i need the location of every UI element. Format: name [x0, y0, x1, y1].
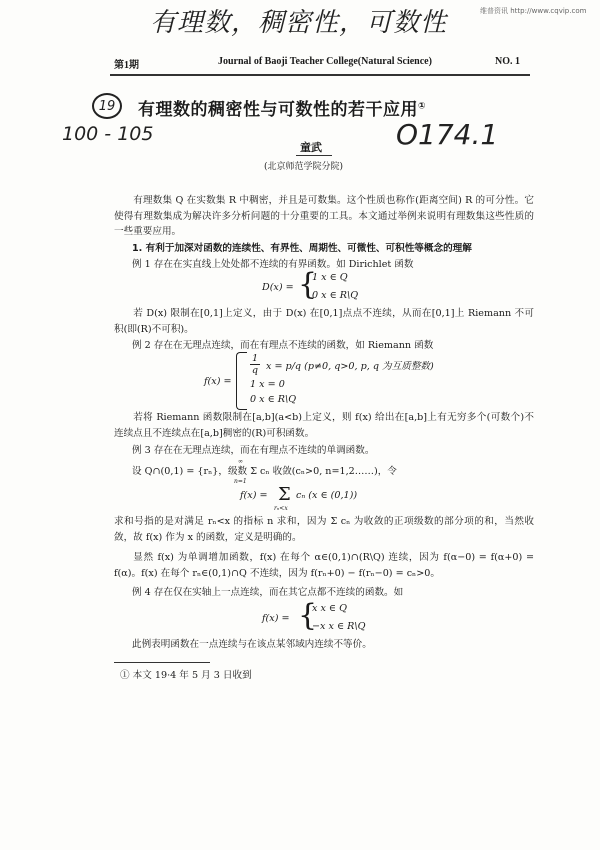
issue-label: 第1期 — [114, 60, 139, 71]
ex3-formula-lhs: f(x) = — [240, 490, 268, 501]
ex2-brace — [236, 352, 247, 410]
ex2-case-2: 1 x = 0 — [250, 379, 285, 390]
ex2-formula-lhs: f(x) = — [204, 376, 232, 387]
example-3-text: 例 3 存在在无理点连续，而在有理点不连续的单调函数。 — [132, 445, 375, 456]
author-name: 童武 — [300, 141, 322, 154]
example-2-after: 若将 Riemann 函数限制在[a,b](a<b)上定义，则 f(x) 给出在[a,b]上有无穷多个(可数个)不连续点且不连续点在[a,b]稠密的(R)可积函数。 — [114, 412, 534, 439]
watermark: 维普资讯 http://www.cqvip.com — [480, 7, 587, 15]
circled-number-text: 19 — [98, 99, 116, 114]
example-4-after: 此例表明函数在一点连续与在该点某邻域内连续不等价。 — [132, 639, 372, 650]
example-1-after: 若 D(x) 限制在[0,1]上定义，由于 D(x) 在[0,1]点点不连续，从而在[0,1]上 Riemann 不可积(即(R)不可积)。 — [114, 308, 534, 335]
footnote — [120, 668, 252, 684]
ex3-sum-top: ∞ — [238, 458, 243, 465]
example-3-para-1: 求和号指的是对满足 rₙ<x 的指标 n 求和，因为 Σ cₙ 为收敛的正项级数的部分项的和，当然收敛，故 f(x) 作为 x 的函数，定义是明确的。 — [114, 516, 534, 543]
ex3-sum-bottom: n=1 — [234, 478, 247, 485]
issue-number: NO. 1 — [495, 56, 520, 67]
ex2-case-1: x = p/q (p≠0, q>0, p, q 为互质整数) — [266, 361, 434, 372]
ex2-frac-den: q — [251, 365, 259, 376]
section-1-heading: 1. 有利于加深对函数的连续性、有界性、周期性、可微性、可积性等概念的理解 — [132, 243, 472, 254]
example-3-para-2: 显然 f(x) 为单调增加函数，f(x) 在每个 α∈(0,1)∩(R\Q) 连续，因为 f(α−0) = f(α+0) = f(α)。f(x) 在每个 rₙ∈(0,1)∩Q 不连续，因为 f(rₙ+0) − f(rₙ−0) = cₙ>0。 — [114, 552, 534, 579]
handwritten-class-code: O174.1 — [396, 118, 499, 151]
ex4-case-2: −x x ∈ R\Q — [312, 621, 366, 632]
ex3-formula-sub: rₙ<x — [274, 505, 288, 512]
ex3-sigma: Σ — [278, 484, 291, 505]
author-underline — [296, 155, 332, 156]
ex1-brace: { — [298, 267, 318, 302]
article-title — [138, 95, 426, 120]
footnote-mark: ① — [120, 670, 130, 681]
title-footnote-mark: ① — [418, 101, 427, 112]
example-1-text: 例 1 存在在实直线上处处都不连续的有界函数。如 Dirichlet 函数 — [132, 259, 414, 270]
handwritten-keywords: 有理数，稠密性，可数性 — [150, 8, 448, 38]
ex2-fraction — [250, 353, 260, 376]
footnote-rule — [114, 662, 210, 663]
affiliation: (北京师范学院分院) — [264, 162, 344, 172]
ex2-frac-num: 1 — [251, 353, 259, 364]
ex3-formula-rest: cₙ (x ∈ (0,1)) — [296, 490, 358, 501]
footnote-text: 本文 19·4 年 5 月 3 日收到 — [132, 670, 252, 681]
ex4-formula-lhs: f(x) = — [262, 613, 290, 624]
ex1-case-2: 0 x ∈ R\Q — [312, 290, 359, 301]
ex1-formula-lhs: D(x) = — [262, 282, 294, 293]
circled-number — [92, 93, 122, 119]
journal-name: Journal of Baoji Teacher College(Natural Science) — [218, 56, 432, 67]
ex1-case-1: 1 x ∈ Q — [312, 272, 348, 283]
handwritten-page-range: 100 - 105 — [62, 123, 154, 145]
example-3-setup: 设 Q∩(0,1) = {rₙ}，级数 Σ cₙ 收敛(cₙ>0, n=1,2……)，令 — [132, 466, 397, 477]
ex2-case-3: 0 x ∈ R\Q — [250, 394, 297, 405]
intro-paragraph: 有理数集 Q 在实数集 R 中稠密，并且是可数集。这个性质也称作(距离空间) R 的可分性。它使得有理数集成为解决许多分析问题的十分重要的工具。本文通过举例来说明有理数集这些性质的一些重要应用。 — [114, 195, 534, 237]
header-rule — [110, 74, 530, 76]
title-text: 有理数的稠密性与可数性的若干应用 — [138, 100, 418, 120]
example-2-text: 例 2 存在在无理点连续，而在有理点不连续的函数，如 Riemann 函数 — [132, 340, 434, 351]
example-4-text: 例 4 存在仅在实轴上一点连续，而在其它点都不连续的函数。如 — [132, 587, 404, 598]
ex4-brace: { — [298, 598, 318, 633]
ex4-case-1: x x ∈ Q — [312, 603, 347, 614]
